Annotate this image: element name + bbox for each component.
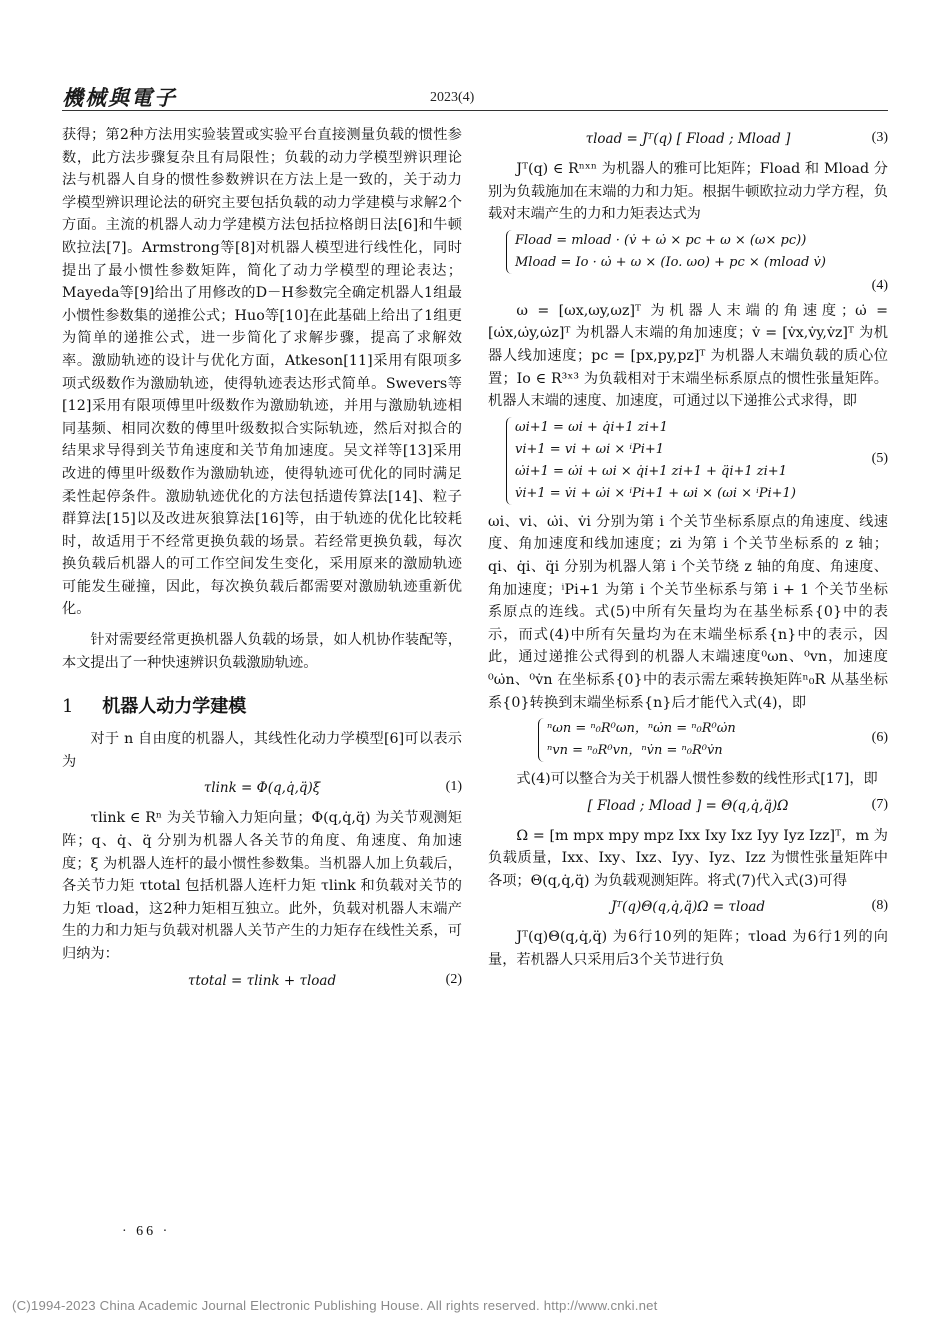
paragraph-contribution: 针对需要经常更换机器人负载的场景，如人机协作装配等，本文提出了一种快速辨识负载激励轨迹。 (62, 632, 462, 671)
equation-2-body: τtotal = τlink + τload (187, 972, 337, 989)
equation-4-tag: (4) (871, 277, 888, 293)
equation-8-body: Jᵀ(q)Θ(q,q̇,q̈)Ω = τload (610, 899, 766, 916)
paragraph-matrix-size: Jᵀ(q)Θ(q,q̇,q̈) 为6行10列的矩阵；τload 为6行1列的向量，若机器人只采用后3个关节进行负 (488, 929, 888, 969)
page-number: · 66 · (122, 1224, 171, 1239)
equation-3-body: τload = Jᵀ(q) [ Fload ; Mload ] (585, 131, 791, 147)
left-column (62, 124, 462, 1000)
paragraph-model-intro: 对于 n 自由度的机器人，其线性化动力学模型[6]可以表示为 (62, 731, 462, 770)
paragraph-intro-continued: 获得；第2种方法用实验装置或实验平台直接测量负载的惯性参数，此方法步骤复杂且有局限性；负载的动力学模型辨识理论法与机器人自身的惯性参数辨识在方法上是一致的，关于动力学模型辨识理论法的研究主要包括负载的动力学建模与求解2个方面。主流的机器人动力学建模方法包括拉格朗日法[6]和牛顿欧拉法[7]。Armstrong等[8]对机器人模型进行线性化，同时提出了最小惯性参数矩阵，简化了动力学模型的理论表达；Mayeda等[9]给出了用修改的D－H参数完全确定机器人1组最小惯性参数集的递推公式；Huo等[10]在此基础上给出了1组更为简单的递推公式，进一步简化了求解步骤，提高了求解效率。激励轨迹的设计与优化方面，Atkeson[11]采用有限项多项式级数作为激励轨迹，使得轨迹表达形式简单。Swevers等[12]采用有限项傅里叶级数作为激励轨迹，并用与激励轨迹相同基频、相同次数的傅里叶级数拟合实际轨迹，然后对拟合的结果求导得到关节角速度和关节角加速度。吴文祥等[13]采用改进的傅里叶级数作为激励轨迹，使得轨迹可优化的同时满足柔性起停条件。激励轨迹优化的方法包括遗传算法[14]、粒子群算法[15]以及改进灰狼算法[16]等，由于轨迹的优化比较耗时，故适用于不经常更换负载的场景。若经常更换负载，每次换负载后机器人的可工作空间发生变化，采用原来的激励轨迹可能发生碰撞，因此，每次换负载后都需要对激励轨迹重新优化。 (62, 127, 462, 618)
equation-2-tag: (2) (445, 971, 462, 987)
equation-4-row-force: Fload = mload · (v̇ + ω̇ × pc + ω × (ω× pc)) (515, 232, 807, 248)
equation-4 (488, 230, 888, 294)
equation-1 (62, 777, 462, 801)
equation-5-row-3: ω̇i+1 = ω̇i + ωi × q̇i+1 zi+1 + q̈i+1 zi+1 (515, 463, 787, 479)
equation-4-row-moment: Mload = Io · ω̇ + ω × (Io. ωo) + pc × (mload v̇) (515, 254, 826, 270)
section-number: 1 (62, 696, 74, 718)
equation-5-row-1: ωi+1 = ωi + q̇i+1 zi+1 (515, 419, 668, 435)
paragraph-velocity-definitions: ω = [ωx,ωy,ωz]ᵀ 为机器人末端的角速度；ω̇ = [ω̇x,ω̇y,ω̇z]ᵀ 为机器人末端的角加速度；v̇ = [v̇x,v̇y,v̇z]ᵀ 为机器人线加速度；pc = [px,py,pz]ᵀ 为机器人末端负载的质心位置；Io ∈ R³ˣ³ 为负载相对于末端坐标系原点的惯性张量矩阵。机器人末端的速度、加速度，可通过以下递推公式求得，即 (488, 302, 888, 410)
equation-3 (488, 128, 888, 152)
paragraph-linear-form: 式(4)可以整合为关于机器人惯性参数的线性形式[17]，即 (516, 771, 878, 788)
copyright-notice: (C)1994-2023 China Academic Journal Electronic Publishing House. All rights reserved. http://www.cnki.net (12, 1298, 658, 1313)
equation-5-tag: (5) (871, 450, 888, 466)
equation-6 (488, 718, 888, 762)
paragraph-jacobian: Jᵀ(q) ∈ Rⁿˣⁿ 为机器人的雅可比矩阵；Fload 和 Mload 分别为负载施加在末端的力和力矩。根据牛顿欧拉动力学方程，负载对末端产生的力和力矩表达式为 (488, 161, 888, 223)
equation-7-tag: (7) (871, 796, 888, 812)
equation-2 (62, 970, 462, 994)
equation-7 (488, 795, 888, 819)
equation-5-system (506, 417, 796, 505)
equation-4-system (506, 230, 826, 274)
paragraph-parameter-vector: Ω = [m mpx mpy mpz Ixx Ixy Ixz Iyy Iyz Izz]ᵀ，m 为负载质量，Ixx、Ixy、Ixz、Iyy、Iyz、Izz 为惯性张量矩阵中各项；Θ(q,q̇,q̈) 为负载观测矩阵。将式(7)代入式(3)可得 (488, 827, 888, 889)
right-column (488, 124, 888, 972)
section-title: 机器人动力学建模 (102, 696, 247, 718)
issue-number: 2023(4) (430, 90, 475, 105)
header-rule (62, 110, 888, 111)
equation-6-row-1: ⁿωn = ⁿ₀R⁰ωn，ⁿω̇n = ⁿ₀R⁰ω̇n (547, 721, 736, 737)
page-header (0, 0, 950, 110)
equation-7-body: [ Fload ; Mload ] = Θ(q,q̇,q̈)Ω (587, 797, 789, 814)
equation-1-body: τlink = Φ(q,q̇,q̈)ξ (203, 780, 321, 797)
equation-1-tag: (1) (445, 779, 462, 795)
paragraph-recursion-explanation: ωi、vi、ω̇i、v̇i 分别为第 i 个关节坐标系原点的角速度、线速度、角加速度和线加速度；zi 为第 i 个关节坐标系的 z 轴；qi、q̇i、q̈i 分别为机器人第 i 个关节绕 z 轴的角度、角速度、角加速度；ⁱPi+1 为第 i 个关节坐标系与第 i + 1 个关节坐标系原点的连线。式(5)中所有矢量均为在基坐标系{0}中的表示，而式(4)中所有矢量均为在末端坐标系{n}中的表示，因此，通过递推公式得到的机器人末端速度⁰ωn、⁰vn，加速度⁰ω̇n、⁰v̇n 在坐标系{0}中的表示需左乘转换矩阵ⁿ₀R 从基坐标系{0}转换到末端坐标系{n}后才能代入式(4)，即 (488, 513, 888, 711)
paragraph-eq1-explanation: τlink ∈ Rⁿ 为关节输入力矩向量；Φ(q,q̇,q̈) 为关节观测矩阵；q、q̇、q̈ 分别为机器人各关节的角度、角速度、角加速度；ξ 为机器人连杆的最小惯性参数集。当机器人加上负载后，各关节力矩 τtotal 包括机器人连杆力矩 τlink 和负载对关节的力矩 τload，这2种力矩相互独立。此外，负载对机器人末端产生的力和力矩与负载对机器人关节产生的力矩存在线性关系，可归纳为： (62, 810, 462, 962)
journal-logo: 機械與電子 (62, 85, 177, 110)
equation-6-tag: (6) (871, 730, 888, 746)
equation-3-tag: (3) (871, 130, 888, 145)
equation-6-row-2: ⁿvn = ⁿ₀R⁰vn，ⁿv̇n = ⁿ₀R⁰v̇n (547, 743, 723, 759)
equation-5 (488, 417, 888, 505)
equation-5-row-4: v̇i+1 = v̇i + ω̇i × ⁱPi+1 + ωi × (ωi × ⁱPi+1) (515, 485, 796, 501)
equation-6-system (538, 718, 736, 762)
equation-8 (488, 896, 888, 920)
equation-8-tag: (8) (871, 898, 888, 914)
equation-5-row-2: vi+1 = vi + ωi × ⁱPi+1 (515, 441, 665, 457)
section-heading-1 (62, 692, 462, 718)
